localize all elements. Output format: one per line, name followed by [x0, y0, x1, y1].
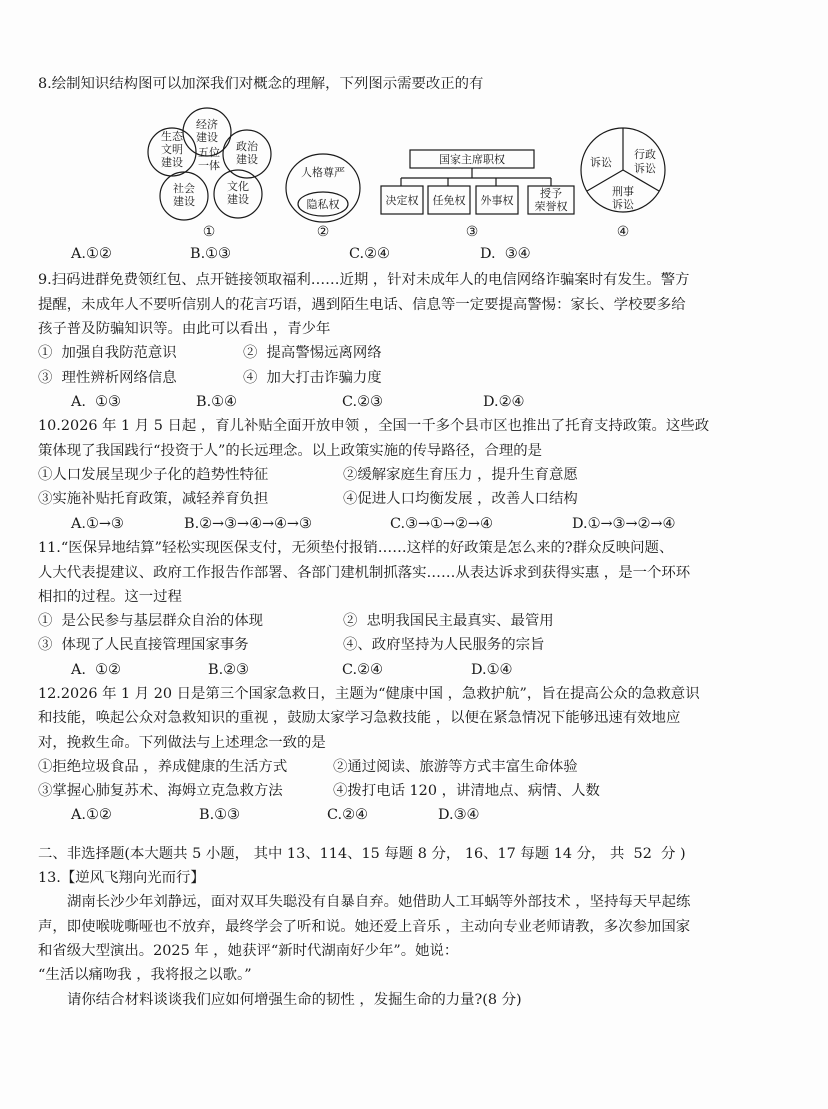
- q9-option-a: A. ①③: [71, 394, 121, 410]
- fig2-outer: 人格尊严: [301, 166, 345, 179]
- q9-option-d: D.②④: [483, 394, 525, 410]
- q13-line-2: 声，即使喉咙嘶哑也不放弃，最终学会了听和说。她还爱上音乐 ，主动向专业老师请教，多次参加国家: [38, 919, 691, 935]
- q12-option-d: D.③④: [438, 807, 480, 823]
- q13-title: 13.【逆风飞翔向光而行】: [38, 870, 205, 886]
- q12-item-4: ④拨打电话 120 ，讲清地点、病情、人数: [333, 783, 600, 799]
- q12-line-1: 12.2026 年 1 月 20 日是第三个国家急救日，主题为“健康中国 ，急救护航”，旨在提高公众的急救意识: [38, 686, 700, 702]
- q10-line-2: 策体现了我国践行“投资于人”的长远理念。以上政策实施的传导路径，合理的是: [38, 443, 542, 459]
- section-2-heading: 二、非选择题(本大题共 5 小题， 其中 13、114、15 每题 8 分， 16、17 每题 14 分， 共 52 分 ): [38, 846, 686, 862]
- q10-line-1: 10.2026 年 1 月 5 日起 ，育儿补贴全面开放申领 ，全国一千多个县市区也推出了托育支持政策。这些政: [38, 418, 710, 434]
- q9-line-1: 9.扫码进群免费领红包、点开链接领取福利……近期 ，针对未成年人的电信网络诈骗案时有发生。警方: [38, 272, 690, 288]
- q12-option-c: C.②④: [327, 807, 368, 823]
- fig3-top: 国家主席职权: [439, 153, 505, 166]
- fig3-box-2: 任免权: [432, 194, 466, 207]
- figure-2-personality-dignity: [286, 154, 360, 240]
- q9-item-1: ① 加强自我防范意识: [38, 345, 177, 361]
- q9-item-3: ③ 理性辨析网络信息: [38, 370, 177, 386]
- fig1-label: ①: [202, 224, 216, 240]
- fig4-s1: 诉讼: [590, 156, 612, 169]
- q9-item-4: ④ 加大打击诈骗力度: [243, 370, 382, 386]
- fig4-s3a: 刑事: [612, 185, 634, 198]
- fig1-center-1: 五位: [198, 146, 220, 159]
- fig1-c1-2: 建设: [196, 131, 218, 144]
- q11-line-3: 相扣的过程。这一过程: [38, 589, 182, 605]
- q10-option-b: B.②→③→④→④→③: [184, 516, 312, 532]
- q8-option-d: D. ③④: [480, 246, 531, 262]
- fig3-box-4b: 荣誉权: [534, 200, 568, 213]
- q11-option-c: C.②④: [342, 662, 383, 678]
- q8-option-c: C.②④: [349, 246, 390, 262]
- fig1-c4-1: 社会: [173, 182, 195, 195]
- q10-option-a: A.①→③: [71, 516, 124, 532]
- q11-item-1: ① 是公民参与基层群众自治的体现: [38, 613, 264, 629]
- q9-item-2: ② 提高警惕远离网络: [243, 345, 382, 361]
- q13-quote: “生活以痛吻我 ，我将报之以歌。”: [38, 967, 252, 983]
- q8-stem: 8.绘制知识结构图可以加深我们对概念的理解，下列图示需要改正的有: [38, 76, 484, 92]
- fig1-c4-2: 建设: [173, 195, 195, 208]
- q12-option-b: B.①③: [199, 807, 240, 823]
- q12-option-a: A.①②: [71, 807, 112, 823]
- q11-option-d: D.①④: [471, 662, 513, 678]
- q12-item-2: ②通过阅读、旅游等方式丰富生命体验: [333, 759, 578, 775]
- q13-line-1: 湖南长沙少年刘静远，面对双耳失聪没有自暴自弃。她借助人工耳蜗等外部技术 ，坚持每天早起练: [67, 894, 691, 910]
- q8-figures: [0, 106, 828, 246]
- fig1-c3-1: 文化: [227, 180, 249, 193]
- figure-3-president-powers: [381, 150, 574, 240]
- q10-item-3: ③实施补贴托育政策，减轻养育负担: [38, 491, 269, 507]
- q10-item-4: ④促进人口均衡发展 ，改善人口结构: [343, 491, 578, 507]
- fig2-inner: 隐私权: [306, 198, 340, 211]
- fig4-s2b: 诉讼: [634, 162, 656, 175]
- q10-item-1: ①人口发展呈现少子化的趋势性特征: [38, 467, 269, 483]
- fig1-center-2: 一体: [198, 159, 220, 172]
- q9-option-b: B.①④: [196, 394, 237, 410]
- fig3-label: ③: [465, 224, 479, 240]
- figure-4-litigation: [581, 128, 665, 240]
- q11-item-3: ③ 体现了人民直接管理国家事务: [38, 637, 249, 653]
- fig4-s2a: 行政: [634, 148, 656, 161]
- q11-item-2: ② 忠明我国民主最真实、最管用: [343, 613, 554, 629]
- fig2-label: ②: [316, 224, 330, 240]
- fig1-c2-2: 建设: [236, 153, 258, 166]
- q13-question: 请你结合材料谈谈我们应如何增强生命的韧性 ，发掘生命的力量?(8 分): [67, 992, 522, 1008]
- figure-1-five-in-one: [148, 108, 271, 240]
- q12-item-3: ③掌握心肺复苏术、海姆立克急救方法: [38, 783, 283, 799]
- q13-line-3: 和省级大型演出。2025 年 ，她获评“新时代湖南好少年”。她说：: [38, 943, 459, 959]
- q11-item-4: ④、政府坚持为人民服务的宗旨: [343, 637, 545, 653]
- fig1-c2-1: 政治: [236, 140, 258, 153]
- q9-line-3: 孩子普及防骗知识等。由此可以看出 ，青少年: [38, 321, 331, 337]
- fig1-c3-2: 建设: [227, 193, 249, 206]
- q10-item-2: ②缓解家庭生育压力 ，提升生育意愿: [343, 467, 578, 483]
- fig3-box-1: 决定权: [385, 194, 419, 207]
- fig1-c5-3: 建设: [161, 156, 183, 169]
- q12-line-3: 对，挽救生命。下列做法与上述理念一致的是: [38, 735, 326, 751]
- q8-option-b: B.①③: [190, 246, 231, 262]
- q10-option-c: C.③→①→②→④: [390, 516, 493, 532]
- fig4-s3b: 诉讼: [612, 198, 634, 211]
- q11-line-1: 11.“医保异地结算”轻松实现医保支付，无须垫付报销……这样的好政策是怎么来的?群众反映问题、: [38, 540, 674, 556]
- q11-line-2: 人大代表提建议、政府工作报告作部署、各部门建机制抓落实……从表达诉求到获得实惠 ，是一个环环: [38, 565, 691, 581]
- q12-line-2: 和技能，唤起公众对急救知识的重视 ，鼓励太家学习急救技能 ，以便在紧急情况下能够迅速有效地应: [38, 710, 681, 726]
- q12-item-1: ①拒绝垃圾食品 ，养成健康的生活方式: [38, 759, 288, 775]
- fig1-c5-2: 文明: [161, 143, 183, 156]
- fig1-c5-1: 生态: [161, 130, 183, 143]
- fig1-c1-1: 经济: [196, 118, 218, 131]
- fig3-box-4a: 授予: [540, 187, 562, 200]
- q9-line-2: 提醒，未成年人不要听信别人的花言巧语，遇到陌生电话、信息等一定要提高警惕：家长、学校要多给: [38, 297, 686, 313]
- fig3-box-3: 外事权: [480, 194, 514, 207]
- q10-option-d: D.①→③→②→④: [572, 516, 676, 532]
- fig4-label: ④: [616, 224, 630, 240]
- q11-option-a: A. ①②: [71, 662, 121, 678]
- q8-option-a: A.①②: [71, 246, 112, 262]
- q9-option-c: C.②③: [342, 394, 383, 410]
- q11-option-b: B.②③: [208, 662, 249, 678]
